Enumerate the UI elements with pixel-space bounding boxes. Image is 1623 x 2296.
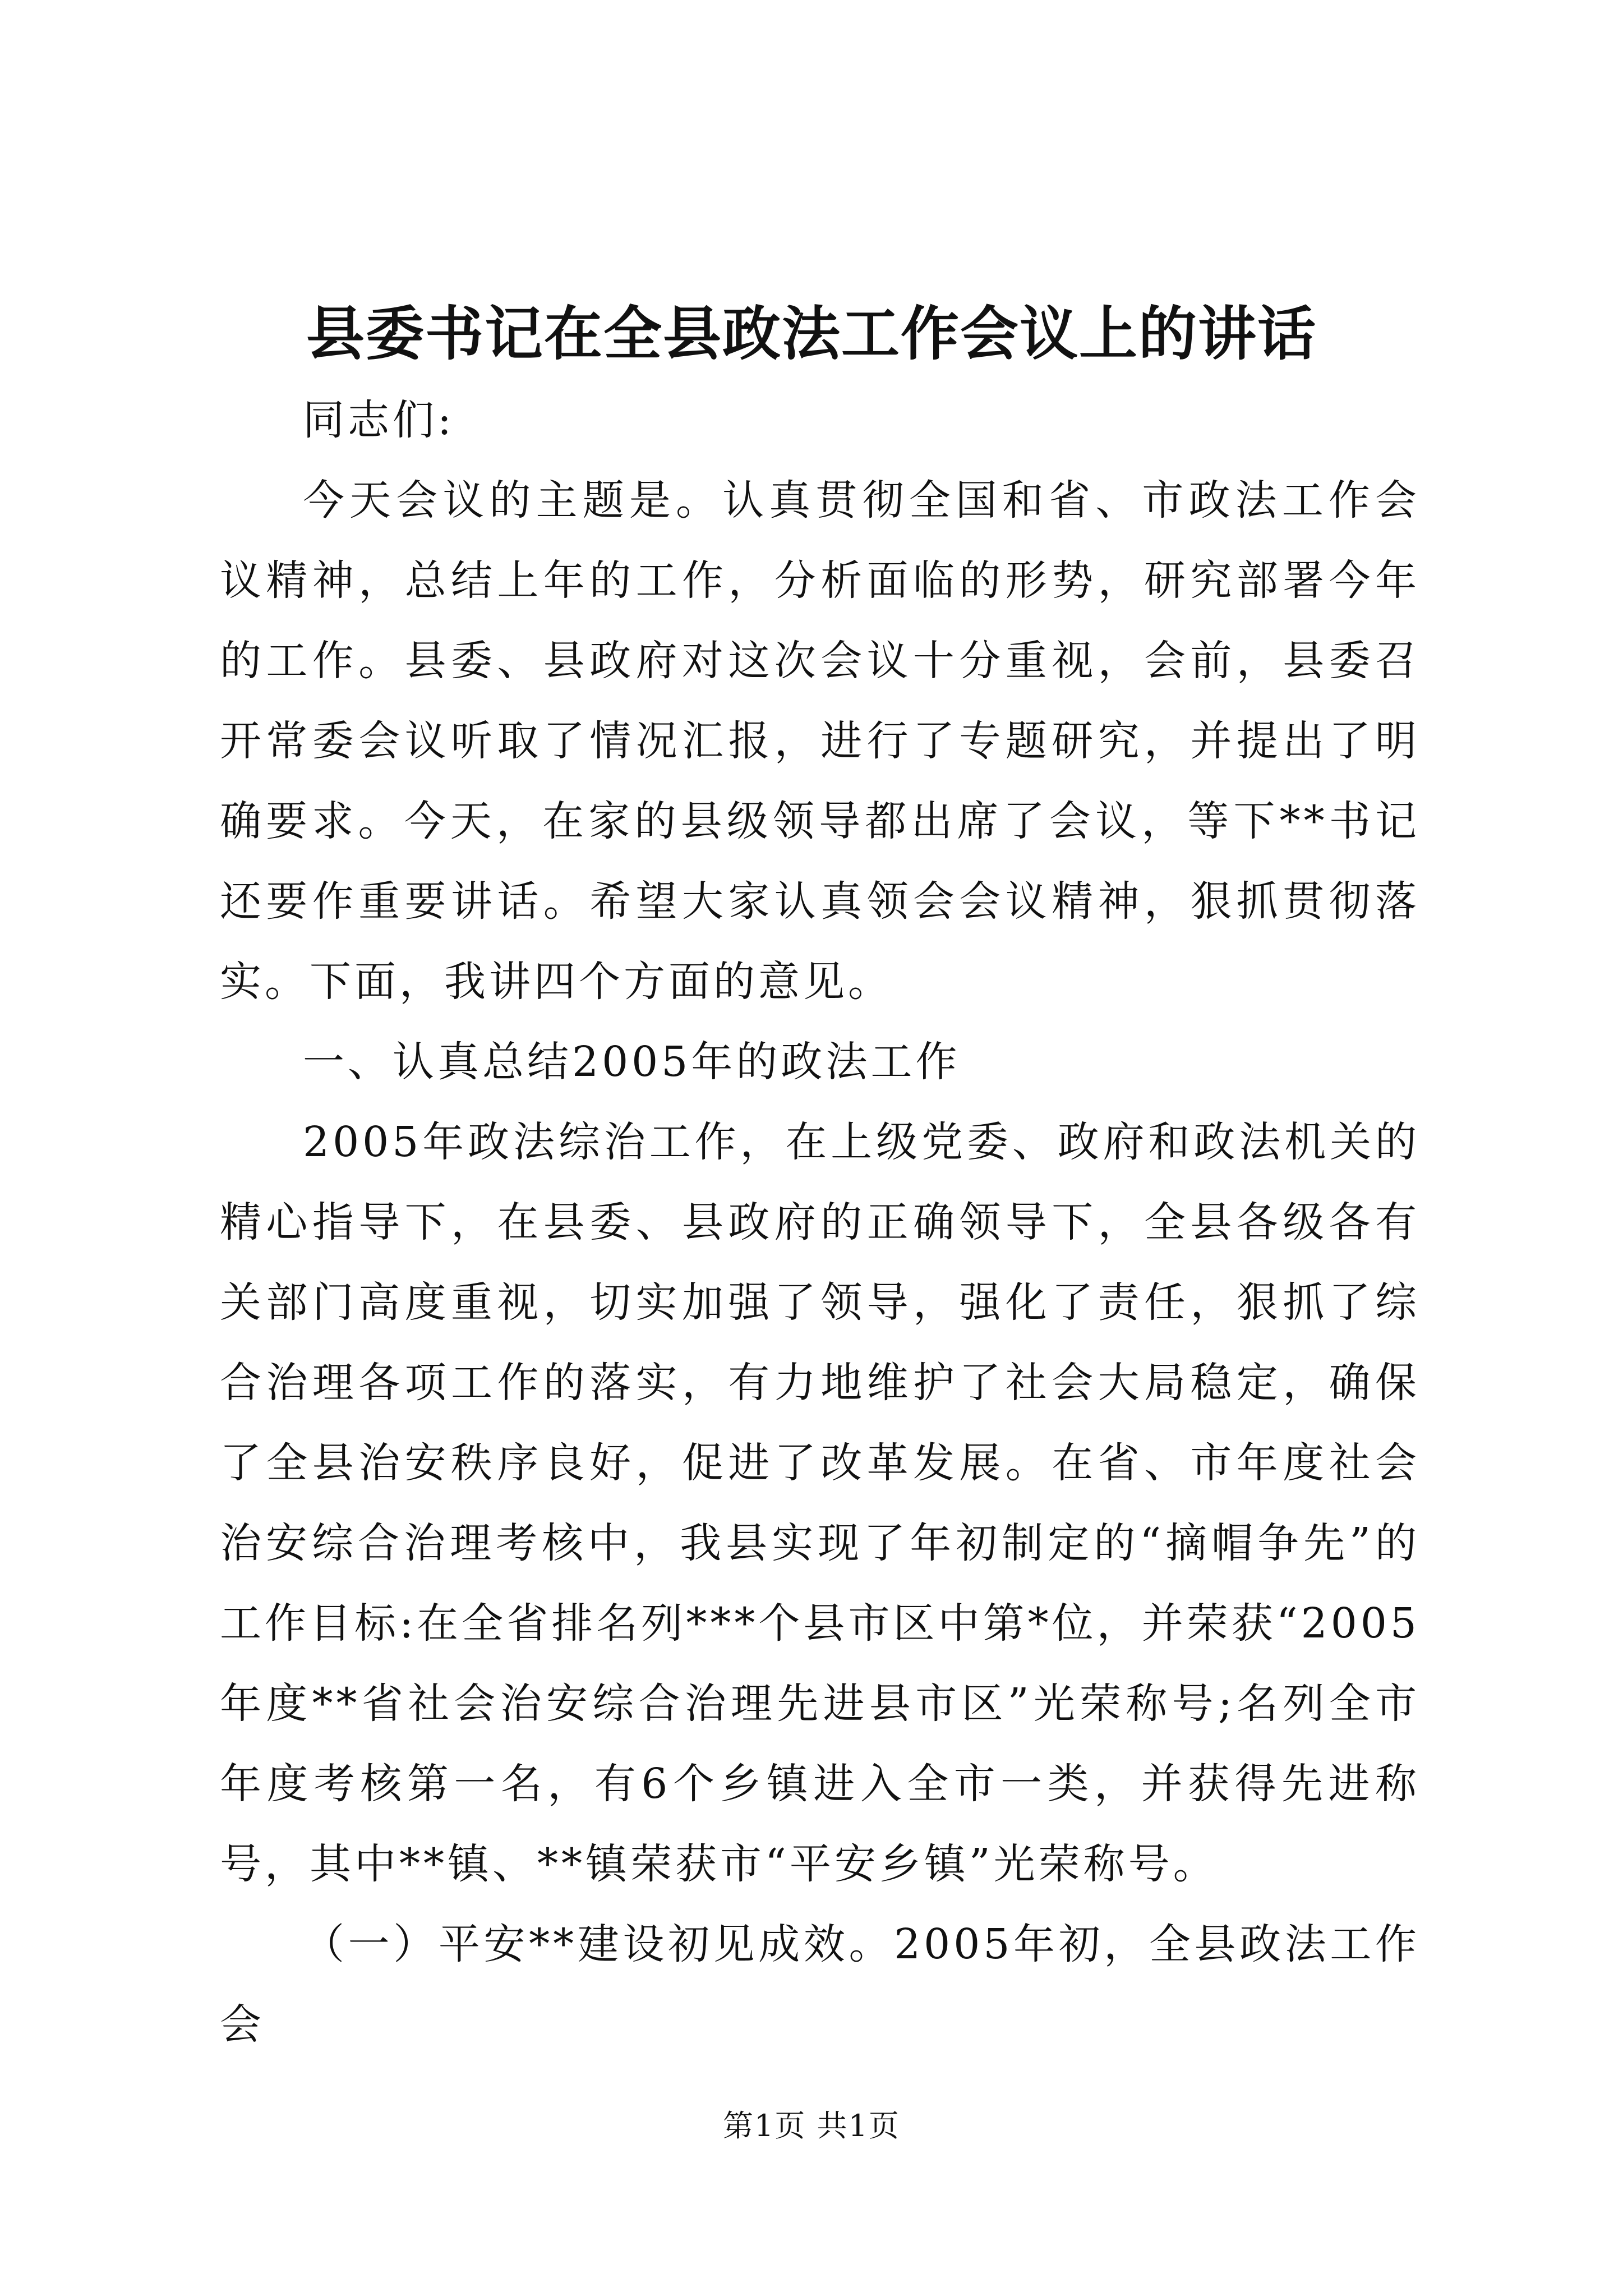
section-heading-1: 一、认真总结2005年的政法工作 — [303, 1038, 961, 1086]
paragraph-subsection-1: （一）平安**建设初见成效。2005年初，全县政法工作会 — [220, 1920, 1420, 2049]
paragraph-intro: 今天会议的主题是。认真贯彻全国和省、市政法工作会议精神，总结上年的工作，分析面临的形势，研究部署今年的工作。县委、县政府对这次会议十分重视，会前，县委召开常委会议听取了情况汇报，进行了专题研究，并提出了明确要求。今天，在家的县级领导都出席了会议，等下**书记还要作重要讲话。希望大家认真领会会议精神，狠抓贯彻落实。下面，我讲四个方面的意见。 — [220, 476, 1420, 1006]
paragraph-summary-2005: 2005年政法综治工作，在上级党委、政府和政法机关的精心指导下，在县委、县政府的正确领导下，全县各级各有关部门高度重视，切实加强了领导，强化了责任，狠抓了综合治理各项工作的落实，有力地维护了社会大局稳定，确保了全县治安秩序良好，促进了改革发展。在省、市年度社会治安综合治理考核中，我县实现了年初制定的“摘帽争先”的工作目标:在全省排名列***个县市区中第*位，并荣获“2005年度**省社会治安综合治理先进县市区”光荣称号;名列全市年度考核第一名，有6个乡镇进入全市一类，并获得先进称号，其中**镇、**镇荣获市“平安乡镇”光荣称号。 — [220, 1118, 1420, 1888]
salutation: 同志们: — [303, 396, 455, 444]
document-title: 县委书记在全县政法工作会议上的讲话 — [306, 299, 1317, 368]
document-body — [220, 380, 1420, 2065]
page-footer: 第1页 共1页 — [723, 2108, 900, 2143]
